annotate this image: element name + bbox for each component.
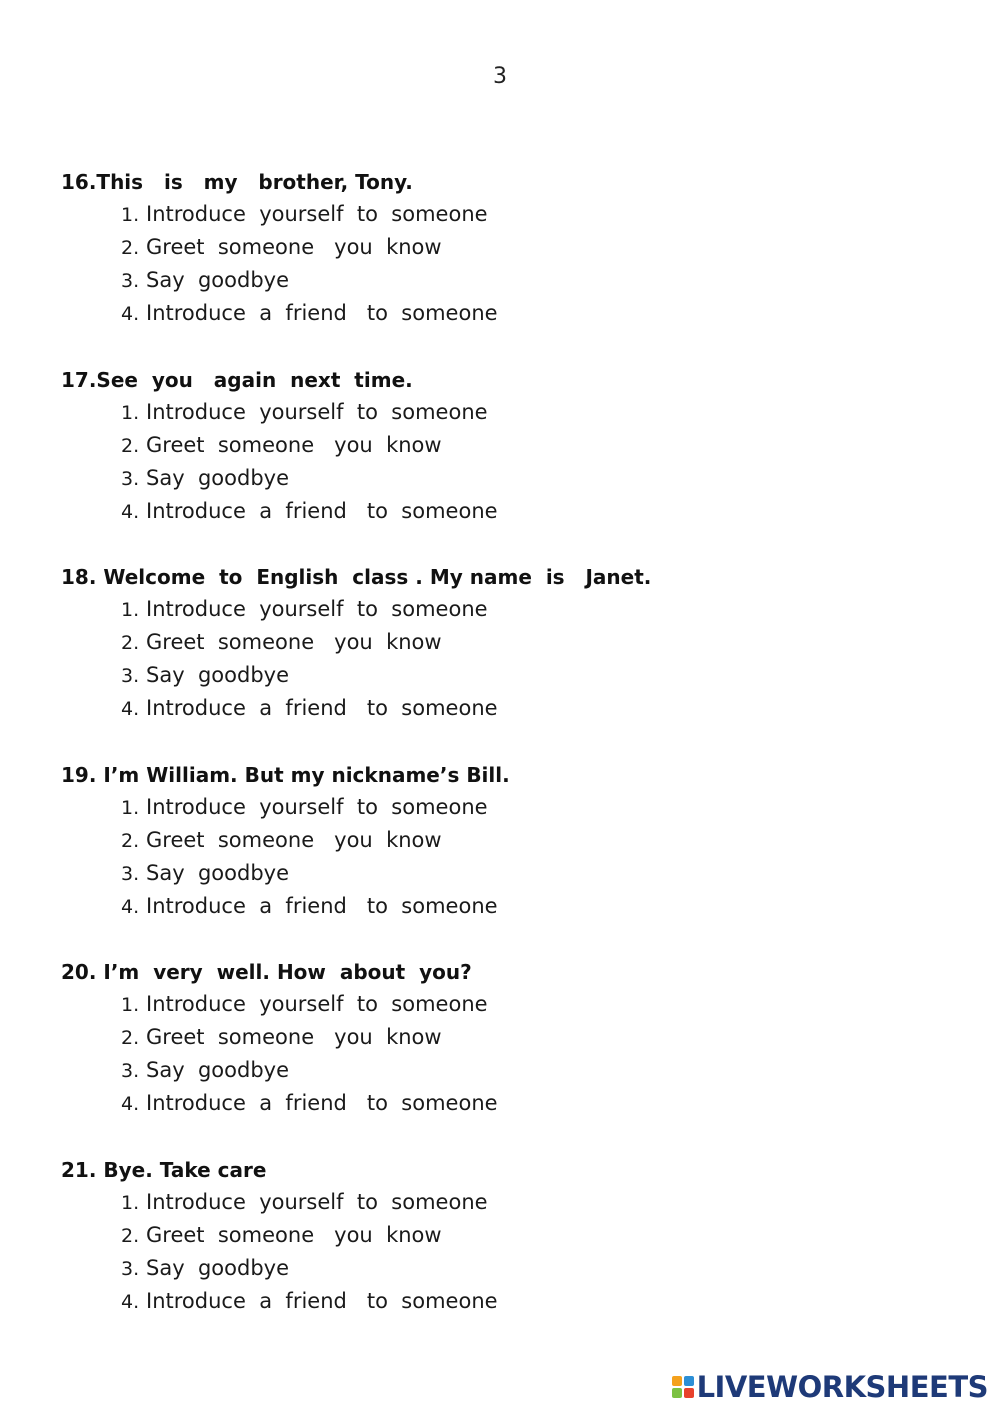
logo-tile [684, 1376, 694, 1386]
option-text: Greet someone you know [146, 235, 442, 259]
option-list [61, 396, 961, 528]
option-number: 2. [121, 237, 140, 259]
option-item[interactable] [121, 824, 961, 857]
option-text: Say goodbye [146, 268, 290, 292]
option-item[interactable] [121, 659, 961, 692]
option-text: Introduce yourself to someone [146, 1189, 488, 1214]
option-number: 2. [121, 1224, 140, 1247]
option-text: Introduce a friend to someone [146, 696, 498, 720]
option-text: Introduce a friend to someone [146, 1288, 498, 1313]
logo-tile [672, 1388, 682, 1398]
option-text: Say goodbye [146, 663, 290, 687]
question-item [61, 1154, 961, 1352]
brand-name: LIVEWORKSHEETS [696, 1370, 988, 1404]
option-item[interactable] [121, 1285, 961, 1318]
option-number: 3. [121, 1060, 140, 1082]
option-text: Say goodbye [146, 860, 290, 885]
option-text: Introduce yourself to someone [146, 202, 488, 226]
option-item[interactable] [121, 396, 961, 429]
option-item[interactable] [121, 791, 961, 824]
option-number: 3. [121, 665, 140, 687]
option-item[interactable] [121, 429, 961, 462]
option-text: Introduce yourself to someone [146, 399, 488, 424]
option-number: 2. [121, 829, 140, 852]
option-item[interactable] [121, 264, 961, 297]
question-item [61, 561, 961, 759]
option-number: 2. [121, 632, 140, 654]
option-item[interactable] [121, 692, 961, 725]
option-text: Say goodbye [146, 465, 290, 490]
option-item[interactable] [121, 626, 961, 659]
page-number: 3 [493, 64, 507, 89]
option-list [61, 198, 961, 330]
option-item[interactable] [121, 1021, 961, 1054]
option-item[interactable] [121, 593, 961, 626]
question-item [61, 166, 961, 364]
option-text: Greet someone you know [146, 432, 442, 457]
option-item[interactable] [121, 1219, 961, 1252]
question-item [61, 759, 961, 957]
option-text: Say goodbye [146, 1255, 290, 1280]
option-text: Greet someone you know [146, 630, 442, 654]
option-text: Introduce a friend to someone [146, 1091, 498, 1115]
option-number: 3. [121, 270, 140, 292]
logo-tile [684, 1388, 694, 1398]
option-number: 1. [121, 401, 140, 424]
option-text: Greet someone you know [146, 827, 442, 852]
option-number: 2. [121, 434, 140, 457]
option-number: 4. [121, 1093, 140, 1115]
question-text: 19. I’m William. But my nickname’s Bill. [61, 762, 510, 787]
option-text: Say goodbye [146, 1058, 290, 1082]
option-item[interactable] [121, 1087, 961, 1120]
option-number: 1. [121, 204, 140, 226]
option-list [61, 988, 961, 1120]
option-number: 3. [121, 1257, 140, 1280]
liveworksheets-branding[interactable] [672, 1370, 988, 1404]
option-text: Introduce yourself to someone [146, 992, 488, 1016]
option-number: 4. [121, 895, 140, 918]
option-item[interactable] [121, 857, 961, 890]
option-text: Introduce yourself to someone [146, 794, 488, 819]
option-text: Introduce a friend to someone [146, 301, 498, 325]
option-number: 1. [121, 994, 140, 1016]
option-number: 4. [121, 698, 140, 720]
option-item[interactable] [121, 231, 961, 264]
option-text: Greet someone you know [146, 1222, 442, 1247]
option-text: Introduce yourself to someone [146, 597, 488, 621]
option-number: 3. [121, 862, 140, 885]
option-text: Introduce a friend to someone [146, 498, 498, 523]
option-item[interactable] [121, 198, 961, 231]
option-number: 1. [121, 796, 140, 819]
question-text: 20. I’m very well. How about you? [61, 960, 472, 984]
option-number: 2. [121, 1027, 140, 1049]
option-number: 1. [121, 599, 140, 621]
question-list [61, 166, 961, 1351]
question-text: 18. Welcome to English class . My name is Janet. [61, 565, 652, 589]
option-list [61, 593, 961, 725]
option-item[interactable] [121, 1054, 961, 1087]
liveworksheets-logo-icon [672, 1376, 694, 1398]
option-item[interactable] [121, 988, 961, 1021]
option-list [61, 791, 961, 923]
option-list [61, 1186, 961, 1318]
question-text: 17.See you again next time. [61, 367, 413, 392]
option-number: 4. [121, 303, 140, 325]
option-item[interactable] [121, 1252, 961, 1285]
option-number: 4. [121, 500, 140, 523]
question-text: 21. Bye. Take care [61, 1157, 267, 1182]
option-item[interactable] [121, 495, 961, 528]
option-item[interactable] [121, 890, 961, 923]
option-text: Introduce a friend to someone [146, 893, 498, 918]
option-number: 4. [121, 1290, 140, 1313]
question-text: 16.This is my brother, Tony. [61, 170, 413, 194]
logo-tile [672, 1376, 682, 1386]
option-item[interactable] [121, 462, 961, 495]
option-item[interactable] [121, 297, 961, 330]
question-item [61, 956, 961, 1154]
option-item[interactable] [121, 1186, 961, 1219]
option-number: 1. [121, 1191, 140, 1214]
question-item [61, 364, 961, 562]
option-number: 3. [121, 467, 140, 490]
option-text: Greet someone you know [146, 1025, 442, 1049]
